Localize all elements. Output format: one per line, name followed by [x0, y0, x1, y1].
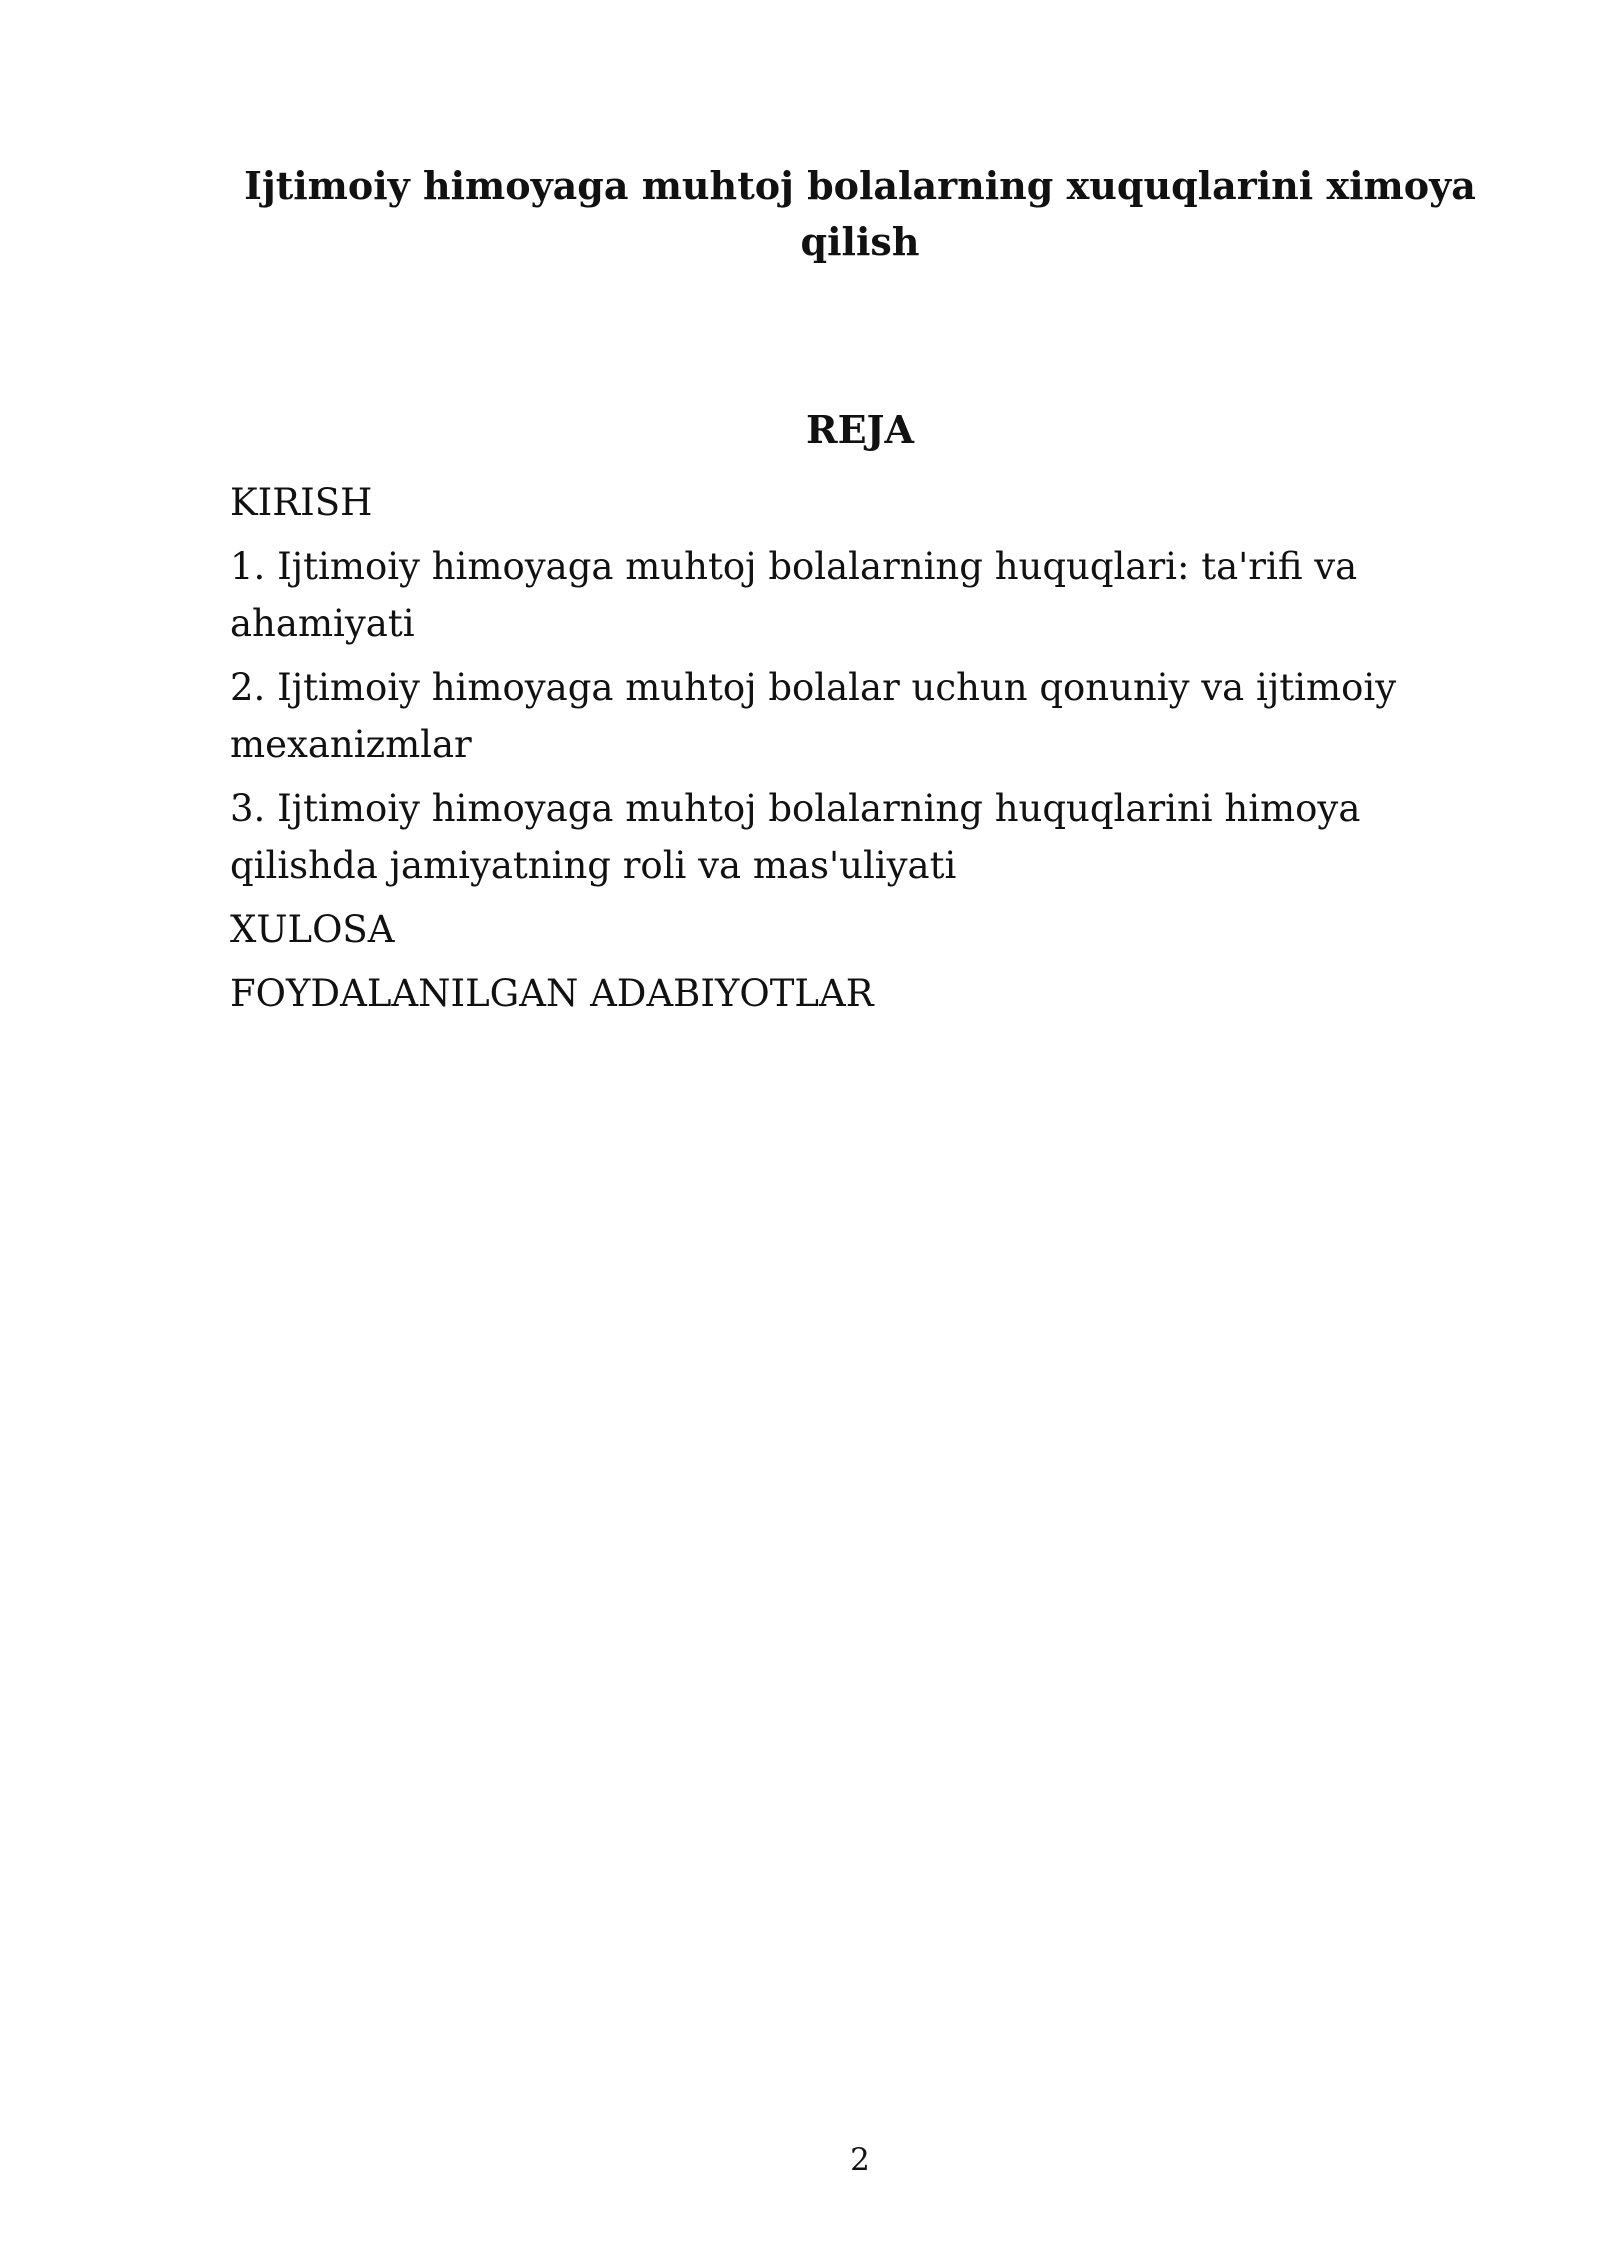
plan-item-1: 1. Ijtimoiy himoyaga muhtoj bolalarning huquqlari: ta'rifi va ahamiyati: [230, 545, 1358, 645]
plan-item-conclusion: XULOSA: [230, 908, 395, 951]
plan-heading: REJA: [805, 407, 914, 452]
plan-item-2: 2. Ijtimoiy himoyaga muhtoj bolalar uchun qonuniy va ijtimoiy mexanizmlar: [230, 666, 1397, 766]
document-title: Ijtimoiy himoyaga muhtoj bolalarning xuquqlarini ximoya qilish: [244, 163, 1476, 264]
plan-item-3: 3. Ijtimoiy himoyaga muhtoj bolalarning huquqlarini himoya qilishda jamiyatning roli va mas'uliyati: [230, 787, 1361, 887]
plan-item-references: FOYDALANILGAN ADABIYOTLAR: [230, 972, 874, 1015]
plan-list: [230, 474, 1470, 1029]
plan-item-introduction: KIRISH: [230, 481, 373, 524]
page-number: 2: [850, 2142, 870, 2178]
